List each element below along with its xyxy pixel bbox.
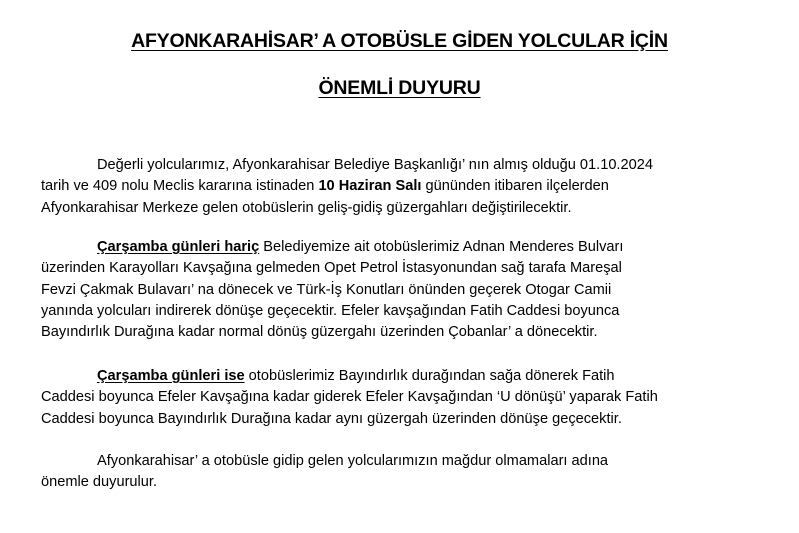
paragraph-3-line-2: Caddesi boyunca Efeler Kavşağına kadar giderek Efeler Kavşağından ‘U dönüşü’ yaparak Fatih <box>41 389 658 406</box>
paragraph-1-line-2-end: gününden itibaren ilçelerden <box>421 178 609 195</box>
paragraph-2-line-3: Fevzi Çakmak Bulavarı’ na dönecek ve Türk-İş Konutları önünden geçerek Otogar Camii <box>41 281 612 298</box>
paragraph-3-line-3: Caddesi boyunca Bayındırlık Durağına kadar aynı güzergah üzerinden dönüşe geçecektir. <box>41 410 622 427</box>
paragraph-1-line-3: Afyonkarahisar Merkeze gelen otobüslerin geliş-gidiş güzergahları değiştirilecektir. <box>41 199 572 216</box>
paragraph-4-line-1: Afyonkarahisar’ a otobüsle gidip gelen yolcularımızın mağdur olmamaları adına <box>97 453 609 469</box>
paragraph-3 <box>41 366 741 430</box>
title-line-1: AFYONKARAHİSAR’ A OTOBÜSLE GİDEN YOLCULAR İÇİN <box>131 30 668 52</box>
paragraph-2-line-1 <box>41 237 741 258</box>
paragraph-2-line-5: Bayındırlık Durağına kadar normal dönüş güzergahı üzerinden Çobanlar’ a dönecektir. <box>41 324 598 341</box>
paragraph-1-line-1: Değerli yolcularımız, Afyonkarahisar Belediye Başkanlığı’ nın almış olduğu 01.10.2024 <box>97 157 653 173</box>
title-line-2: ÖNEMLİ DUYURU <box>318 77 481 99</box>
date-highlight: 10 Haziran Salı <box>318 178 422 195</box>
paragraph-2 <box>41 237 741 343</box>
paragraph-4 <box>41 451 741 494</box>
paragraph-3-line-1 <box>41 366 741 387</box>
paragraph-1-line-2-start: tarih ve 409 nolu Meclis kararına istinaden <box>41 178 319 195</box>
paragraph-2-line-2: üzerinden Karayolları Kavşağına gelmeden Opet Petrol İstasyonundan sağ tarafa Mareşal <box>41 260 622 277</box>
paragraph-2-line-4: yanında yolcuları indirerek dönüşe geçecektir. Efeler kavşağından Fatih Caddesi boyunca <box>41 302 620 319</box>
paragraph-4-line-2: önemle duyurulur. <box>41 474 158 491</box>
paragraph-3-line-1-rest: otobüslerimiz Bayındırlık durağından sağa dönerek Fatih <box>244 368 615 384</box>
paragraph-2-line-1-rest: Belediyemize ait otobüslerimiz Adnan Menderes Bulvarı <box>259 239 624 255</box>
paragraph-1 <box>41 155 741 219</box>
paragraph-1-line-2 <box>41 176 741 197</box>
wednesday-except-heading: Çarşamba günleri hariç <box>97 239 260 255</box>
wednesday-only-heading: Çarşamba günleri ise <box>97 368 245 384</box>
